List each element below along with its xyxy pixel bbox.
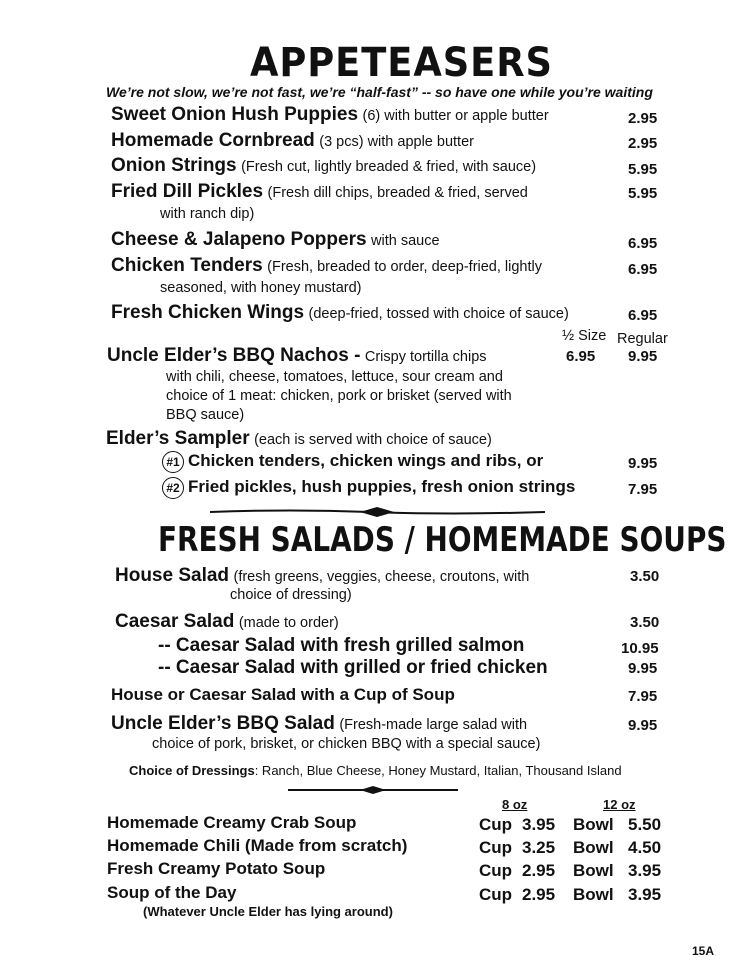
menu-item: [115, 611, 339, 633]
cup-label: Cup: [479, 861, 513, 880]
bowl-price: 3.95: [628, 861, 662, 880]
salads-title: FRESH SALADS / HOMEMADE SOUPS: [158, 520, 727, 560]
item-name: Uncle Elder’s BBQ Salad: [111, 713, 335, 734]
item-desc: (Fresh dill chips, breaded & fried, served: [267, 185, 528, 201]
cup-price: 2.95: [522, 861, 556, 880]
item-price: 3.50: [630, 614, 660, 631]
item-desc-cont: with ranch dip): [160, 206, 255, 222]
option-text: Chicken tenders, chicken wings and ribs, or: [188, 451, 544, 470]
item-desc: (made to order): [238, 615, 339, 631]
cup-label: Cup: [479, 838, 513, 857]
item-price: 9.95: [628, 455, 658, 472]
bowl-size-label: 12 oz: [603, 797, 636, 812]
soup-name: Homemade Creamy Crab Soup: [107, 813, 357, 832]
ornamental-divider: [210, 505, 545, 519]
item-price: 7.95: [628, 481, 658, 498]
cup-size-label: 8 oz: [502, 797, 528, 812]
soup-name: Fresh Creamy Potato Soup: [107, 859, 326, 878]
item-price: 10.95: [621, 640, 659, 657]
item-price: 3.50: [630, 568, 660, 585]
item-name: Elder’s Sampler: [106, 428, 250, 449]
soup-note: (Whatever Uncle Elder has lying around): [143, 904, 393, 919]
item-name: -- Caesar Salad with grilled or fried chicken: [158, 657, 548, 678]
soup-name: Soup of the Day: [107, 883, 237, 902]
bowl-price: 4.50: [628, 838, 662, 857]
menu-item: [111, 104, 549, 126]
item-price: 2.95: [628, 110, 658, 127]
item-name: Homemade Cornbread: [111, 130, 315, 151]
menu-item: [111, 181, 528, 203]
menu-item: [111, 255, 542, 277]
item-desc: (Fresh, breaded to order, deep-fried, lightly: [267, 259, 542, 275]
item-desc: (Fresh cut, lightly breaded & fried, with sauce): [241, 159, 537, 175]
cup-price: 3.95: [522, 815, 556, 834]
item-price: 6.95: [628, 261, 658, 278]
item-price: 5.95: [628, 161, 658, 178]
menu-item: [111, 229, 440, 251]
menu-item: [111, 713, 527, 735]
item-price-half: 6.95: [566, 348, 596, 365]
sampler-option: [162, 477, 575, 499]
page-number: 15A: [692, 944, 715, 958]
menu-item: [111, 302, 569, 324]
item-desc: with sauce: [371, 233, 440, 249]
small-divider: [288, 785, 458, 795]
item-price: 6.95: [628, 235, 658, 252]
bowl-label: Bowl: [573, 885, 614, 904]
item-name: Onion Strings: [111, 155, 237, 176]
cup-price: 3.25: [522, 838, 556, 857]
bowl-label: Bowl: [573, 861, 614, 880]
item-name: Sweet Onion Hush Puppies: [111, 104, 359, 125]
item-name: Caesar Salad: [115, 611, 235, 632]
item-desc: (6) with butter or apple butter: [362, 108, 549, 124]
item-name: House or Caesar Salad with a Cup of Soup: [111, 685, 455, 704]
item-desc: (deep-fried, tossed with choice of sauce): [308, 306, 569, 322]
item-desc: (fresh greens, veggies, cheese, croutons, with: [233, 569, 530, 585]
item-price: 5.95: [628, 185, 658, 202]
item-desc: (Fresh-made large salad with: [339, 717, 528, 733]
item-name: Uncle Elder’s BBQ Nachos -: [107, 345, 361, 366]
half-size-label: ½ Size: [562, 328, 607, 344]
dressings-note: [129, 763, 622, 778]
dressings-list: : Ranch, Blue Cheese, Honey Mustard, Italian, Thousand Island: [254, 763, 622, 778]
item-desc: (3 pcs) with apple butter: [319, 134, 474, 150]
item-price: 6.95: [628, 307, 658, 324]
appetizers-tagline: We’re not slow, we’re not fast, we’re “half-fast” -- so have one while you’re waiting: [106, 84, 653, 100]
menu-item: [111, 155, 536, 177]
bowl-price: 3.95: [628, 885, 662, 904]
item-price: 9.95: [628, 717, 658, 734]
item-price: 2.95: [628, 135, 658, 152]
item-price: 7.95: [628, 688, 658, 705]
item-desc-cont: choice of pork, brisket, or chicken BBQ with a special sauce): [152, 736, 541, 752]
menu-item: [107, 345, 487, 367]
dressings-label: Choice of Dressings: [129, 763, 255, 778]
appetizers-title: APPETEASERS: [250, 40, 553, 86]
item-desc: Crispy tortilla chips: [364, 349, 487, 365]
menu-item: [111, 130, 474, 152]
item-name: Cheese & Jalapeno Poppers: [111, 229, 367, 250]
item-price: 9.95: [628, 660, 658, 677]
item-name: Fresh Chicken Wings: [111, 302, 305, 323]
bowl-label: Bowl: [573, 838, 614, 857]
item-desc-cont: choice of 1 meat: chicken, pork or brisket (served with: [166, 388, 512, 404]
item-price-regular: 9.95: [628, 348, 658, 365]
item-desc-cont: seasoned, with honey mustard): [160, 280, 362, 296]
item-desc-cont: BBQ sauce): [166, 407, 245, 423]
menu-item: [115, 565, 529, 587]
item-name: Chicken Tenders: [111, 255, 263, 276]
option-number: #1: [162, 451, 184, 473]
item-name: -- Caesar Salad with fresh grilled salmon: [158, 635, 525, 656]
item-desc-cont: choice of dressing): [230, 587, 352, 603]
cup-label: Cup: [479, 885, 513, 904]
sampler-option: [162, 451, 543, 473]
cup-price: 2.95: [522, 885, 556, 904]
cup-label: Cup: [479, 815, 513, 834]
item-desc: (each is served with choice of sauce): [254, 432, 492, 448]
item-name: House Salad: [115, 565, 230, 586]
item-name: Fried Dill Pickles: [111, 181, 264, 202]
bowl-price: 5.50: [628, 815, 662, 834]
item-desc-cont: with chili, cheese, tomatoes, lettuce, sour cream and: [166, 369, 503, 385]
menu-item: [106, 428, 492, 450]
bowl-label: Bowl: [573, 815, 614, 834]
regular-size-label: Regular: [617, 331, 668, 347]
option-number: #2: [162, 477, 184, 499]
soup-name: Homemade Chili (Made from scratch): [107, 836, 408, 855]
option-text: Fried pickles, hush puppies, fresh onion strings: [188, 477, 576, 496]
